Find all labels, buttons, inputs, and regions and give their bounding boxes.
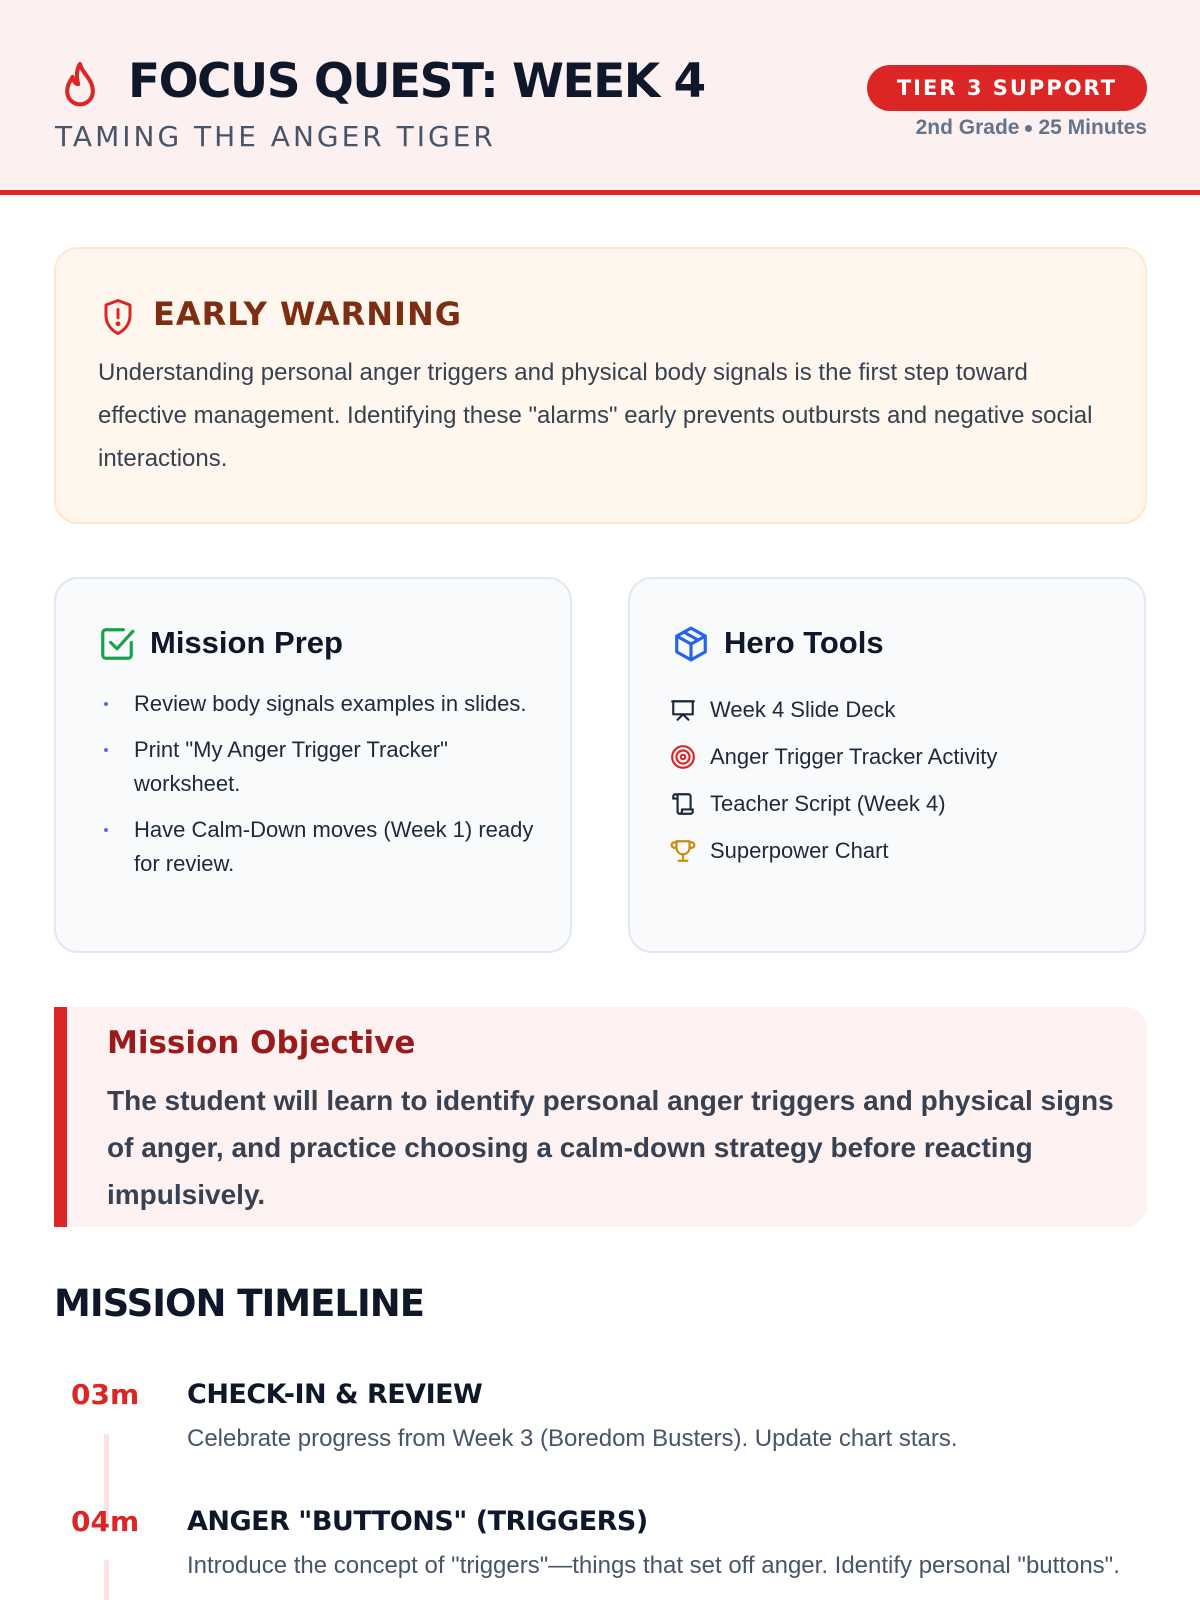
hero-tools-card [628, 577, 1146, 953]
tool-item-teacher-script[interactable]: Teacher Script (Week 4) [670, 780, 997, 827]
mission-prep-title: Mission Prep [150, 625, 343, 660]
bullet-icon [104, 702, 108, 706]
bullet-icon [104, 748, 108, 752]
tool-item-superpower-chart[interactable]: Superpower Chart [670, 827, 997, 874]
early-warning-title: EARLY WARNING [153, 295, 462, 333]
page-header [0, 0, 1200, 195]
timeline-step-title: CHECK-IN & REVIEW [187, 1379, 483, 1410]
presentation-icon [670, 697, 696, 723]
timeline-step-time: 03m [71, 1378, 140, 1411]
tier-badge: TIER 3 SUPPORT [867, 65, 1147, 111]
page-subtitle: TAMING THE ANGER TIGER [55, 120, 496, 153]
page-title: FOCUS QUEST: WEEK 4 [128, 54, 705, 109]
target-icon [670, 744, 696, 770]
early-warning-text: Understanding personal anger triggers and physical body signals is the first step toward effective management. Identifying these "alarms" early prevents outbursts and negative social interactions. [98, 359, 1093, 472]
hero-tools-title: Hero Tools [724, 625, 884, 660]
list-item: Have Calm-Down moves (Week 1) ready for review. [104, 813, 534, 881]
shield-alert-icon [100, 297, 136, 337]
separator-dot [1025, 125, 1032, 132]
early-warning-panel [54, 247, 1147, 524]
mission-prep-card [54, 577, 572, 953]
trophy-icon [670, 838, 696, 864]
timeline-title: MISSION TIMELINE [54, 1282, 424, 1325]
flame-icon [58, 60, 102, 112]
timeline-step-title: ANGER "BUTTONS" (TRIGGERS) [187, 1506, 648, 1537]
mission-prep-list [104, 687, 534, 893]
mission-objective-panel [54, 1007, 1147, 1227]
hero-tools-list [670, 686, 997, 874]
grade-label: 2nd Grade [915, 116, 1020, 139]
bullet-icon [104, 828, 108, 832]
checkbox-icon [98, 625, 136, 663]
box-icon [672, 625, 710, 663]
scroll-icon [670, 791, 696, 817]
mission-objective-text: The student will learn to identify personal anger triggers and physical signs of anger, and practice choosing a calm-down strategy before reacting impulsively. [107, 1085, 1114, 1210]
list-item: Print "My Anger Trigger Tracker" worksheet. [104, 733, 534, 801]
tool-item-slide-deck[interactable]: Week 4 Slide Deck [670, 686, 997, 733]
mission-objective-title: Mission Objective [107, 1025, 416, 1061]
timeline-step-desc: Celebrate progress from Week 3 (Boredom Busters). Update chart stars. [187, 1425, 958, 1452]
lesson-meta [916, 116, 1147, 140]
tool-item-tracker-activity[interactable]: Anger Trigger Tracker Activity [670, 733, 997, 780]
list-item: Review body signals examples in slides. [104, 687, 534, 721]
timeline-step-desc: Introduce the concept of "triggers"—things that set off anger. Identify personal "buttons". [187, 1552, 1120, 1579]
duration-label: 25 Minutes [1038, 116, 1147, 139]
timeline-step-time: 04m [71, 1505, 140, 1538]
timeline-connector [104, 1560, 109, 1600]
